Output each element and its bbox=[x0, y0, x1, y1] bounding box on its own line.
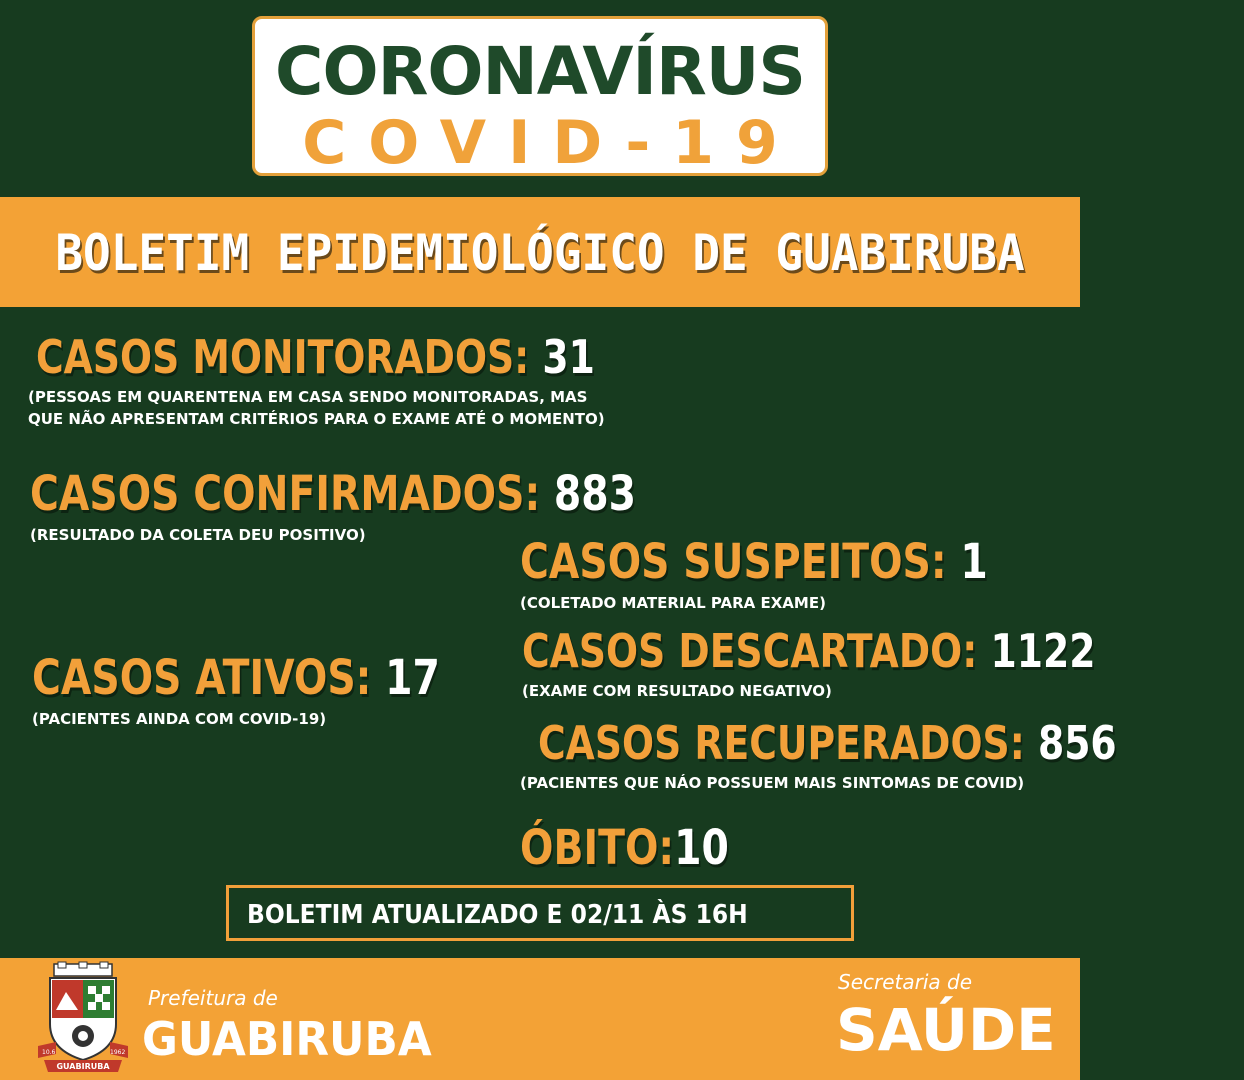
stat-recuperados-heading bbox=[538, 716, 1117, 770]
bulletin-title: BOLETIM EPIDEMIOLÓGICO DE GUABIRUBA bbox=[55, 224, 1025, 282]
stat-recuperados-value: 856 bbox=[1037, 716, 1117, 770]
stat-monitorados-label: CASOS MONITORADOS: bbox=[36, 330, 530, 384]
stat-descartado-heading bbox=[522, 624, 1095, 678]
stat-suspeitos bbox=[520, 534, 1090, 614]
stat-descartado-value: 1122 bbox=[990, 624, 1096, 678]
stat-descartado bbox=[522, 624, 1221, 702]
stat-recuperados-desc: (PACIENTES QUE NÁO POSSUEM MAIS SINTOMAS DE COVID) bbox=[520, 774, 1025, 792]
stat-confirmados-desc: (RESULTADO DA COLETA DEU POSITIVO) bbox=[30, 526, 366, 544]
stat-monitorados-desc-line2: QUE NÃO APRESENTAM CRITÉRIOS PARA O EXAME ATÉ O MOMENTO) bbox=[28, 410, 605, 428]
stat-descartado-desc: (EXAME COM RESULTADO NEGATIVO) bbox=[522, 682, 832, 700]
stat-monitorados bbox=[28, 330, 718, 430]
crest-ribbon-text: GUABIRUBA bbox=[56, 1062, 110, 1071]
secretaria-name: SAÚDE bbox=[836, 996, 1056, 1064]
stat-confirmados-label: CASOS CONFIRMADOS: bbox=[30, 466, 541, 522]
stat-ativos-heading bbox=[32, 650, 440, 706]
stat-monitorados-heading bbox=[36, 330, 595, 384]
crest-year-left: 10.6 bbox=[42, 1049, 56, 1056]
stat-obito bbox=[520, 820, 775, 876]
footer-bar bbox=[0, 958, 1080, 1080]
updated-text: BOLETIM ATUALIZADO E 02/11 ÀS 16H bbox=[247, 900, 748, 930]
stat-suspeitos-value: 1 bbox=[960, 534, 988, 590]
stat-recuperados-label: CASOS RECUPERADOS: bbox=[538, 716, 1025, 770]
prefeitura-small-label: Prefeitura de bbox=[148, 986, 278, 1010]
municipal-crest-icon bbox=[36, 962, 130, 1074]
stat-monitorados-value: 31 bbox=[542, 330, 595, 384]
logo-subtitle: COVID-19 bbox=[302, 108, 800, 178]
stat-ativos-value: 17 bbox=[385, 650, 440, 706]
stat-ativos-label: CASOS ATIVOS: bbox=[32, 650, 372, 706]
stat-monitorados-desc bbox=[28, 386, 718, 430]
stat-confirmados-value: 883 bbox=[553, 466, 637, 522]
stat-suspeitos-heading bbox=[520, 534, 988, 590]
crest-year-right: 1962 bbox=[110, 1049, 126, 1056]
stat-descartado-label: CASOS DESCARTADO: bbox=[522, 624, 978, 678]
stat-ativos bbox=[32, 650, 529, 730]
stat-confirmados-heading bbox=[30, 466, 636, 522]
coronavirus-logo bbox=[252, 16, 828, 176]
secretaria-small-label: Secretaria de bbox=[838, 970, 973, 994]
stat-obito-label: ÓBITO: bbox=[520, 820, 675, 876]
prefeitura-name: GUABIRUBA bbox=[142, 1012, 432, 1066]
stat-obito-value: 10 bbox=[674, 820, 729, 876]
stat-obito-heading bbox=[520, 820, 729, 876]
updated-notice bbox=[226, 885, 854, 941]
title-banner bbox=[0, 197, 1080, 307]
stat-suspeitos-label: CASOS SUSPEITOS: bbox=[520, 534, 947, 590]
stat-suspeitos-desc: (COLETADO MATERIAL PARA EXAME) bbox=[520, 594, 826, 612]
stat-recuperados bbox=[520, 716, 1244, 794]
stat-ativos-desc: (PACIENTES AINDA COM COVID-19) bbox=[32, 710, 327, 728]
logo-title: CORONAVÍRUS bbox=[275, 33, 805, 110]
stat-monitorados-desc-line1: (PESSOAS EM QUARENTENA EM CASA SENDO MONITORADAS, MAS bbox=[28, 388, 588, 406]
